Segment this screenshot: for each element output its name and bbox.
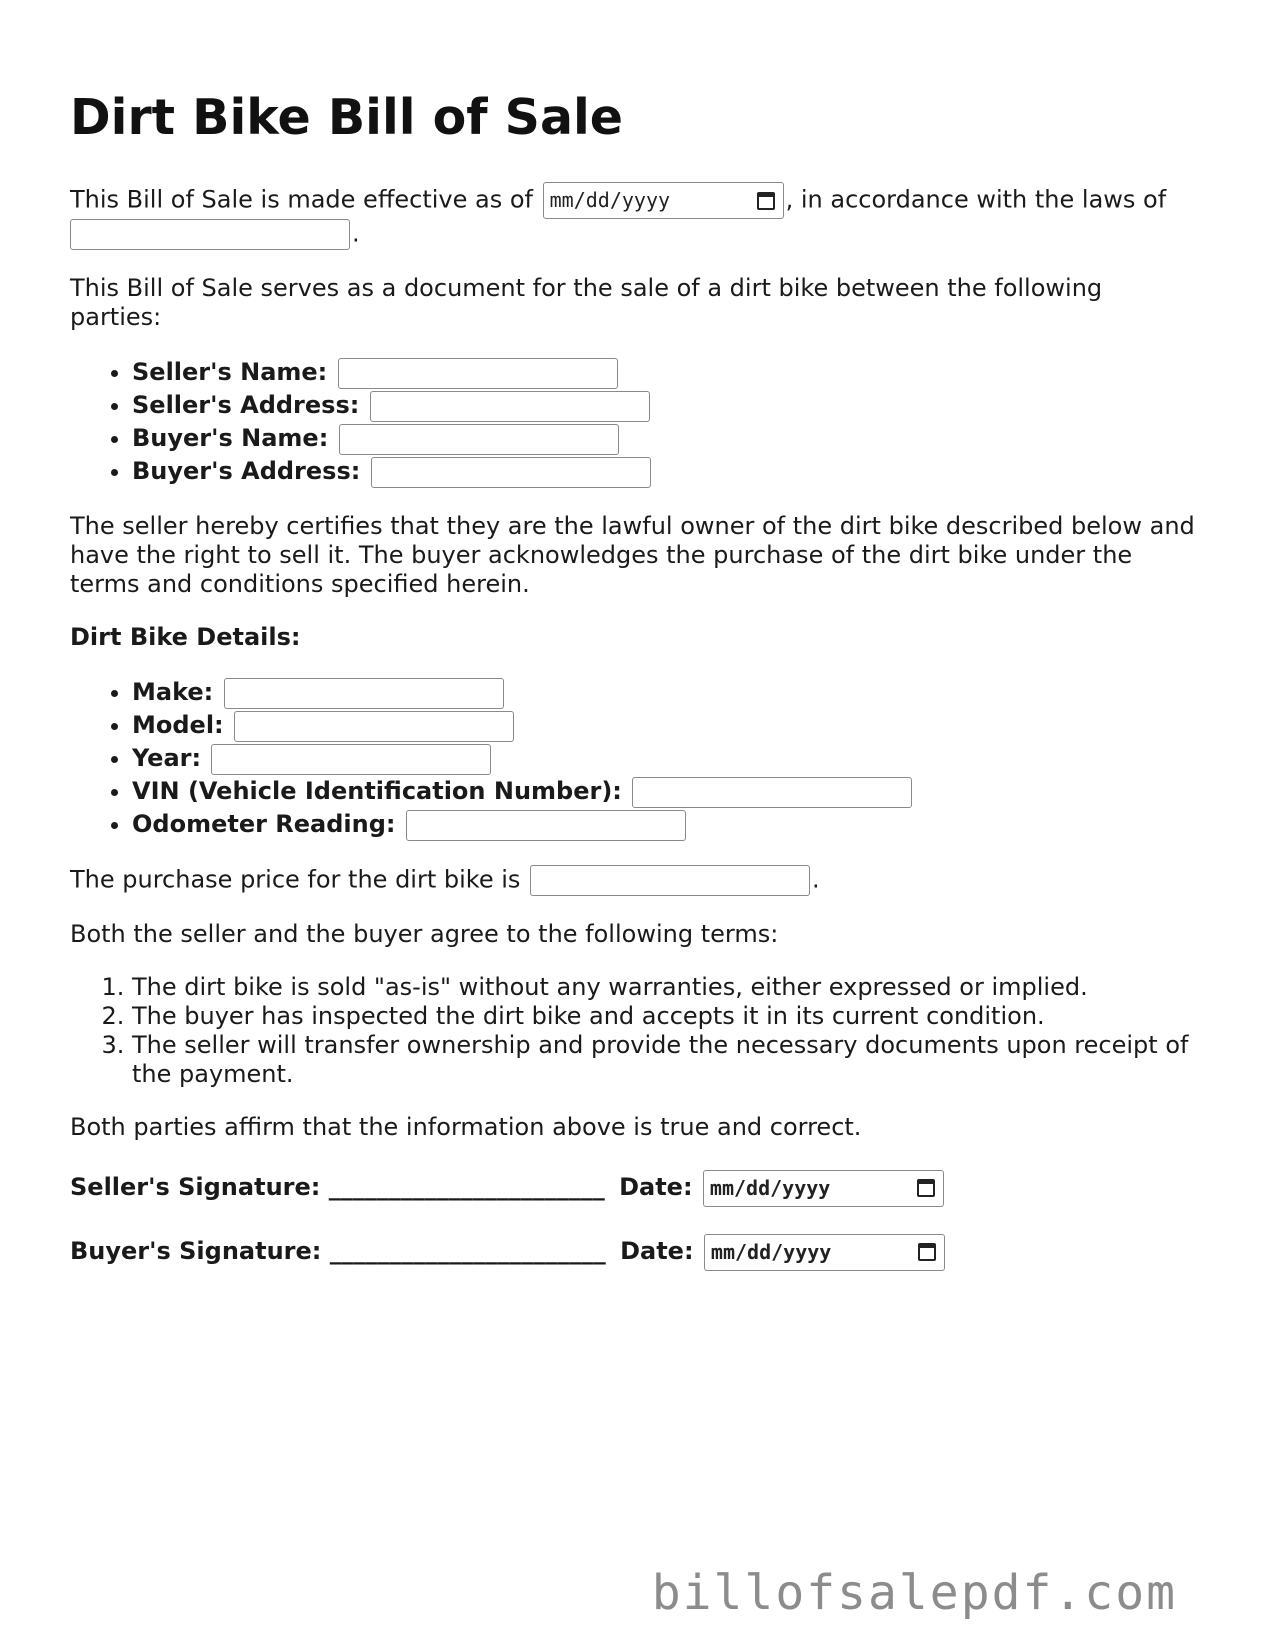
buyer-date-label: Date: <box>620 1237 694 1265</box>
seller-signature-line[interactable]: _______________________ <box>328 1173 605 1201</box>
vin-label: VIN (Vehicle Identification Number): <box>132 777 622 805</box>
intro-before-date: This Bill of Sale is made effective as of <box>70 185 533 214</box>
buyer-name-label: Buyer's Name: <box>132 424 329 452</box>
calendar-icon[interactable] <box>757 192 775 210</box>
parties-paragraph: This Bill of Sale serves as a document for the sale of a dirt bike between the following parties: <box>70 274 1103 331</box>
buyer-address-input[interactable] <box>371 457 651 488</box>
effective-date-placeholder: mm/dd/yyyy <box>549 188 671 212</box>
list-item <box>132 742 1200 775</box>
make-input[interactable] <box>224 678 504 709</box>
vin-input[interactable] <box>632 777 912 808</box>
price-text: The purchase price for the dirt bike is <box>70 865 521 894</box>
state-laws-input[interactable] <box>70 219 350 250</box>
page-title: Dirt Bike Bill of Sale <box>70 89 624 146</box>
odometer-label: Odometer Reading: <box>132 810 396 838</box>
effective-date-input[interactable] <box>543 182 784 219</box>
list-item <box>132 709 1200 742</box>
calendar-icon[interactable] <box>917 1179 935 1197</box>
seller-date-label: Date: <box>619 1173 693 1201</box>
price-input[interactable] <box>530 865 810 896</box>
seller-signature-row <box>70 1166 1200 1208</box>
intro-end: . <box>352 219 360 248</box>
make-label: Make: <box>132 678 214 706</box>
document <box>70 88 1200 1294</box>
year-input[interactable] <box>211 744 491 775</box>
list-item <box>132 455 1200 488</box>
affirm-paragraph: Both parties affirm that the information above is true and correct. <box>70 1113 862 1141</box>
terms-list <box>70 973 1200 1089</box>
seller-signature-label: Seller's Signature: <box>70 1173 321 1201</box>
buyer-signature-line[interactable]: _______________________ <box>329 1237 606 1265</box>
model-input[interactable] <box>234 711 514 742</box>
seller-address-input[interactable] <box>370 391 650 422</box>
list-item: 2. The buyer has inspected the dirt bike and accepts it in its current condition. <box>132 1002 1200 1031</box>
seller-name-input[interactable] <box>338 358 618 389</box>
model-label: Model: <box>132 711 224 739</box>
intro-after-date: , in accordance with the laws of <box>785 185 1167 214</box>
seller-name-label: Seller's Name: <box>132 358 328 386</box>
certify-paragraph: The seller hereby certifies that they are the lawful owner of the dirt bike described below and have the right to sell it. The buyer acknowledges the purchase of the dirt bike under the terms and conditions specified herein. <box>70 512 1195 598</box>
terms-intro: Both the seller and the buyer agree to the following terms: <box>70 920 779 948</box>
list-item <box>132 389 1200 422</box>
list-item <box>132 356 1200 389</box>
buyer-address-label: Buyer's Address: <box>132 457 361 485</box>
list-item <box>132 422 1200 455</box>
list-item <box>132 775 1200 808</box>
price-paragraph <box>70 865 1200 896</box>
buyer-date-placeholder: mm/dd/yyyy <box>710 1240 832 1264</box>
year-label: Year: <box>132 744 202 772</box>
buyer-name-input[interactable] <box>339 424 619 455</box>
list-item: 3. The seller will transfer ownership and provide the necessary documents upon receipt of the payment. <box>132 1031 1200 1089</box>
odometer-input[interactable] <box>406 810 686 841</box>
details-list <box>70 676 1200 841</box>
buyer-date-input[interactable] <box>704 1234 945 1271</box>
seller-date-placeholder: mm/dd/yyyy <box>709 1176 831 1200</box>
parties-list <box>70 356 1200 488</box>
price-end: . <box>812 865 820 894</box>
seller-date-input[interactable] <box>703 1170 944 1207</box>
seller-address-label: Seller's Address: <box>132 391 360 419</box>
watermark: billofsalepdf.com <box>651 1565 1177 1621</box>
intro-paragraph <box>70 182 1200 250</box>
list-item: 1. The dirt bike is sold "as-is" without any warranties, either expressed or implied. <box>132 973 1200 1002</box>
buyer-signature-row <box>70 1230 1200 1272</box>
details-heading: Dirt Bike Details: <box>70 623 301 651</box>
buyer-signature-label: Buyer's Signature: <box>70 1237 322 1265</box>
calendar-icon[interactable] <box>918 1243 936 1261</box>
list-item <box>132 676 1200 709</box>
list-item <box>132 808 1200 841</box>
